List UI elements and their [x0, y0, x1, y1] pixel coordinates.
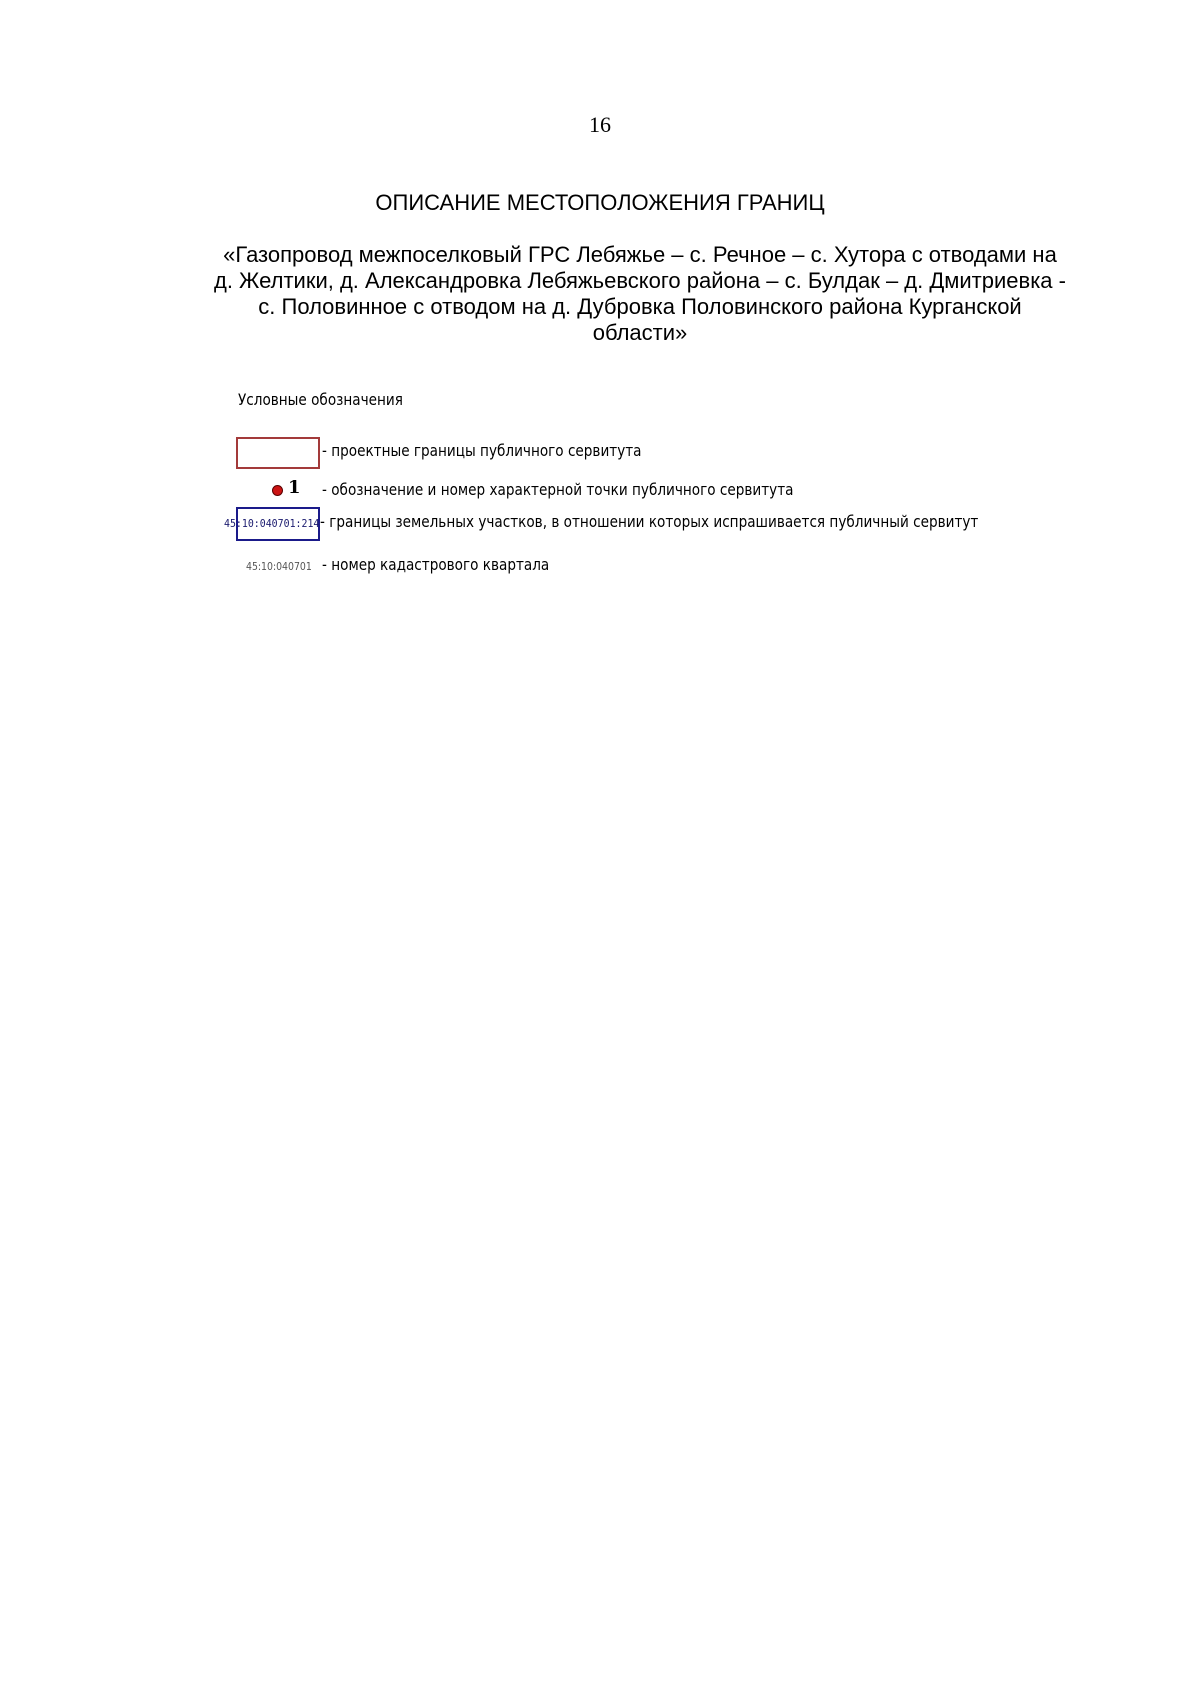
subheading-line-4: области» [592, 320, 688, 345]
subheading-line-3: с. Половинное с отводом на д. Дубровка Половинского района Курганской [258, 294, 1022, 319]
document-heading: ОПИСАНИЕ МЕСТОПОЛОЖЕНИЯ ГРАНИЦ [375, 190, 825, 215]
subheading-line-1: «Газопровод межпоселковый ГРС Лебяжье – с. Речное – с. Хутора с отводами на [223, 242, 1057, 267]
subheading-line-2: д. Желтики, д. Александровка Лебяжьевского района – с. Булдак – д. Дмитриевка - [214, 268, 1066, 293]
characteristic-point-icon [272, 485, 283, 496]
legend-title: Условные обозначения [238, 390, 403, 409]
page-number: 16 [589, 112, 611, 137]
legend-item-servitude-boundary: - проектные границы публичного сервитута [322, 441, 642, 460]
legend-item-cadastral-quarter: - номер кадастрового квартала [322, 555, 550, 574]
legend-item-characteristic-point: - обозначение и номер характерной точки публичного сервитута [322, 480, 794, 499]
characteristic-point-number: 1 [288, 477, 301, 498]
legend-item-land-parcel: - границы земельных участков, в отношении которых испрашивается публичный сервитут [320, 512, 979, 531]
cadastral-quarter-number: 45:10:040701 [246, 560, 312, 573]
document-subheading [160, 242, 1120, 346]
land-parcel-number: 45:10:040701:214 [224, 517, 320, 530]
servitude-boundary-swatch-icon [236, 437, 320, 469]
